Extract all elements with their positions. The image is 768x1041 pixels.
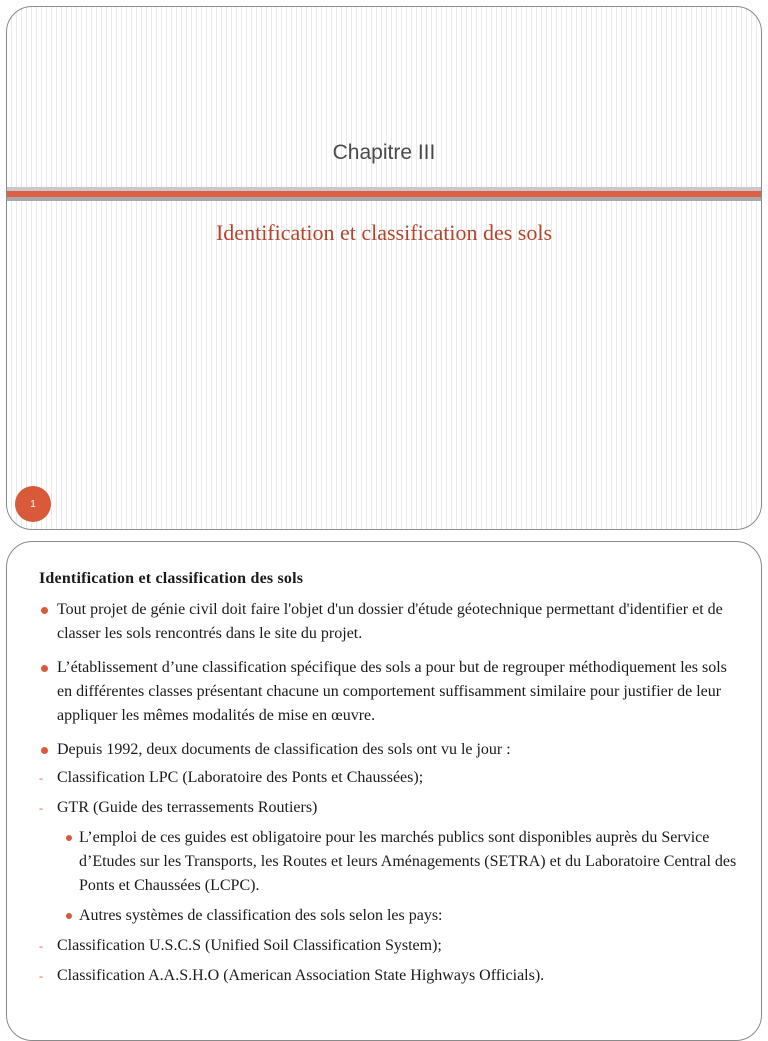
dash-text: Classification U.S.C.S (Unified Soil Classification System); <box>57 937 442 954</box>
bullet-text: Depuis 1992, deux documents de classification des sols ont vu le jour : <box>57 741 511 758</box>
slide-number-badge: 1 <box>15 486 51 522</box>
bullet-dot-icon <box>41 665 48 672</box>
bullet-text: L’établissement d’une classification spécifique des sols a pour but de regrouper méthodiquement les sols en différentes classes présentant chacune un comportement suffisamment similaire pour justifier de leur appliquer les mêmes modalités de mise en œuvre. <box>57 659 727 724</box>
dash-text: GTR (Guide des terrassements Routiers) <box>57 799 318 816</box>
bullet-dot-icon <box>66 835 72 841</box>
bullet-item <box>39 598 741 646</box>
bullet-dot-icon <box>41 607 48 614</box>
sub-bullet-item <box>39 826 741 898</box>
slide-title: Chapitre III <box>332 141 436 164</box>
content-heading: Identification et classification des sols <box>39 570 304 587</box>
bullet-item <box>39 656 741 728</box>
slide-subtitle: Identification et classification des sols <box>215 220 552 245</box>
sub-bullet-text: Autres systèmes de classification des sols selon les pays: <box>79 907 443 924</box>
content-slide <box>6 541 762 1041</box>
bullet-dot-icon <box>41 747 48 754</box>
dash-item <box>39 964 741 988</box>
dash-marker-icon: - <box>39 969 43 983</box>
dash-marker-icon: - <box>39 801 43 815</box>
dash-text: Classification A.A.S.H.O (American Association State Highways Officials). <box>57 967 545 984</box>
dash-item <box>39 796 741 820</box>
title-slide <box>6 6 762 530</box>
sub-bullet-text: L’emploi de ces guides est obligatoire pour les marchés publics sont disponibles auprès du Service d’Etudes sur les Transports, les Routes et leurs Aménagements (SETRA) et du Laboratoire Central des Ponts et Chaussées (LCPC). <box>79 829 737 894</box>
sub-bullet-item <box>39 904 741 928</box>
dash-marker-icon: - <box>39 771 43 785</box>
bullet-text: Tout projet de génie civil doit faire l'objet d'un dossier d'étude géotechnique permettant d'identifier et de classer les sols rencontrés dans le site du projet. <box>57 601 723 642</box>
dash-item <box>39 766 741 790</box>
bullet-item <box>39 738 741 762</box>
bullet-dot-icon <box>66 913 72 919</box>
dash-marker-icon: - <box>39 939 43 953</box>
title-band-bottom <box>7 197 761 201</box>
slide-content <box>39 570 741 994</box>
dash-text: Classification LPC (Laboratoire des Ponts et Chaussées); <box>57 769 424 786</box>
dash-item <box>39 934 741 958</box>
